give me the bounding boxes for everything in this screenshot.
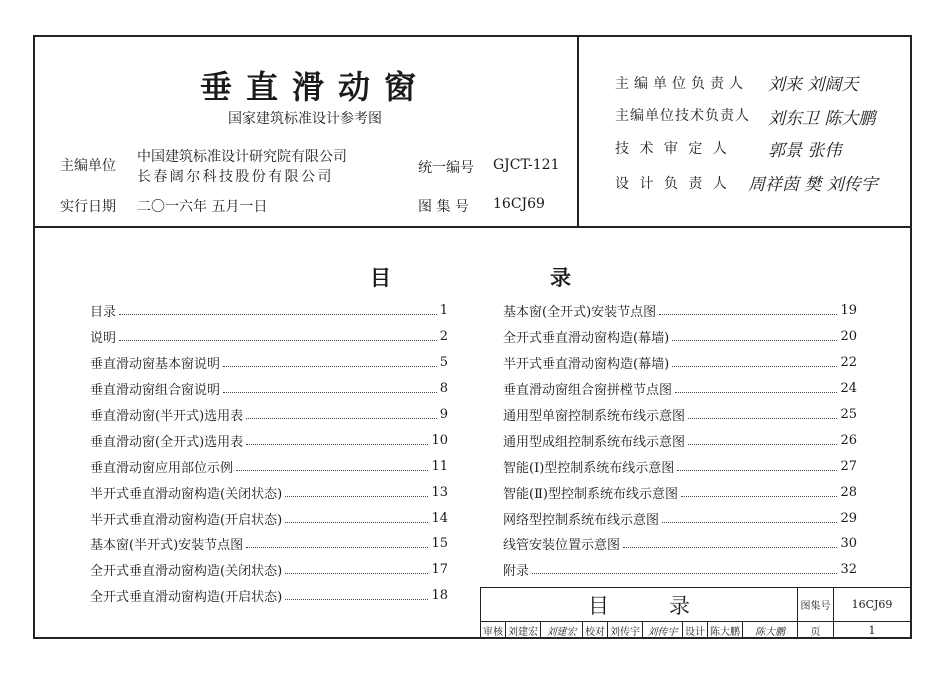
toc-entry[interactable]: 基本窗(全开式)安装节点图 19 bbox=[503, 303, 857, 321]
toc-left-column bbox=[90, 298, 448, 609]
editor-label: 主编单位 bbox=[60, 158, 116, 174]
atlas-label: 图集号 bbox=[797, 588, 833, 621]
title-block-atlas-no: 16CJ69 bbox=[833, 588, 910, 621]
chief-unit-head-signature: 刘来 刘阔天 bbox=[768, 75, 859, 95]
header-divider bbox=[33, 226, 912, 228]
header-column-divider bbox=[577, 35, 579, 226]
role-name: 刘建宏 bbox=[506, 622, 541, 639]
role-label: 审核 bbox=[481, 622, 506, 639]
toc-entry[interactable]: 基本窗(半开式)安装节点图 15 bbox=[90, 536, 448, 554]
role-name: 陈大鹏 bbox=[708, 622, 743, 639]
role-name: 刘传宇 bbox=[608, 622, 643, 639]
toc-entry[interactable]: 全开式垂直滑动窗构造(关闭状态) 17 bbox=[90, 562, 448, 580]
page-label: 页 bbox=[797, 621, 833, 638]
toc-entry[interactable]: 半开式垂直滑动窗构造(关闭状态) 13 bbox=[90, 484, 448, 502]
chief-unit-tech-head-label: 主编单位技术负责人 bbox=[615, 108, 750, 124]
editor-org-2: 长春阔尔科技股份有限公司 bbox=[137, 169, 334, 185]
chief-unit-head-label: 主编单位负责人 bbox=[615, 76, 748, 92]
toc-entry[interactable]: 垂直滑动窗组合窗拼樘节点图 24 bbox=[503, 381, 857, 399]
effective-date: 二〇一六年 五月一日 bbox=[137, 199, 268, 215]
unified-no-label: 统一编号 bbox=[418, 160, 474, 176]
role-signature: 刘传宇 bbox=[643, 622, 683, 639]
atlas-no: 16CJ69 bbox=[493, 196, 545, 212]
design-lead-label: 设 计 负 责 人 bbox=[615, 176, 730, 192]
toc-entry[interactable]: 目录 1 bbox=[90, 303, 448, 321]
page-number: 1 bbox=[833, 621, 910, 638]
toc-entry[interactable]: 通用型成组控制系统布线示意图 26 bbox=[503, 432, 857, 450]
role-label: 设计 bbox=[683, 622, 708, 639]
toc-entry[interactable]: 网络型控制系统布线示意图 29 bbox=[503, 510, 857, 528]
role-signature: 刘建宏 bbox=[541, 622, 583, 639]
toc-heading-left: 目 bbox=[370, 265, 391, 290]
editor-org-1: 中国建筑标准设计研究院有限公司 bbox=[137, 149, 347, 165]
toc-entry[interactable]: 通用型单窗控制系统布线示意图 25 bbox=[503, 407, 857, 424]
title-block-name: 目 录 bbox=[588, 593, 690, 618]
toc-entry[interactable]: 附录 32 bbox=[503, 562, 857, 580]
toc-entry[interactable]: 全开式垂直滑动窗构造(开启状态) 18 bbox=[90, 588, 448, 606]
tech-reviewer-label: 技 术 审 定 人 bbox=[615, 141, 730, 157]
toc-entry[interactable]: 垂直滑动窗基本窗说明 5 bbox=[90, 355, 448, 373]
role-label: 校对 bbox=[583, 622, 608, 639]
toc-entry[interactable]: 说明 2 bbox=[90, 329, 448, 347]
effective-label: 实行日期 bbox=[60, 199, 116, 215]
toc-right-column bbox=[503, 298, 857, 583]
toc-entry[interactable]: 半开式垂直滑动窗构造(开启状态) 14 bbox=[90, 510, 448, 528]
toc-entry[interactable]: 垂直滑动窗组合窗说明 8 bbox=[90, 381, 448, 399]
atlas-no-label: 图 集 号 bbox=[418, 199, 469, 215]
document-title: 垂直滑动窗 bbox=[200, 68, 431, 106]
approval-row bbox=[481, 621, 797, 639]
unified-no: GJCT-121 bbox=[493, 157, 560, 173]
toc-entry[interactable]: 全开式垂直滑动窗构造(幕墙) 20 bbox=[503, 329, 857, 347]
title-block bbox=[480, 587, 912, 639]
document-subtitle: 国家建筑标准设计参考图 bbox=[228, 111, 382, 127]
toc-entry[interactable]: 半开式垂直滑动窗构造(幕墙) 22 bbox=[503, 355, 857, 373]
tech-reviewer-signature: 郭景 张伟 bbox=[768, 141, 842, 161]
role-signature: 陈大鹏 bbox=[755, 627, 785, 638]
toc-entry[interactable]: 智能(Ⅱ)型控制系统布线示意图 28 bbox=[503, 484, 857, 502]
design-lead-signature: 周祥茵 樊 刘传宇 bbox=[748, 175, 878, 195]
toc-entry[interactable]: 智能(Ⅰ)型控制系统布线示意图 27 bbox=[503, 458, 857, 476]
toc-entry[interactable]: 线管安装位置示意图 30 bbox=[503, 536, 857, 554]
toc-heading-right: 录 bbox=[550, 265, 571, 290]
toc-entry[interactable]: 垂直滑动窗应用部位示例 11 bbox=[90, 458, 448, 476]
toc-entry[interactable]: 垂直滑动窗(全开式)选用表 10 bbox=[90, 432, 448, 450]
chief-unit-tech-head-signature: 刘东卫 陈大鹏 bbox=[768, 109, 876, 129]
toc-entry[interactable]: 垂直滑动窗(半开式)选用表 9 bbox=[90, 407, 448, 424]
